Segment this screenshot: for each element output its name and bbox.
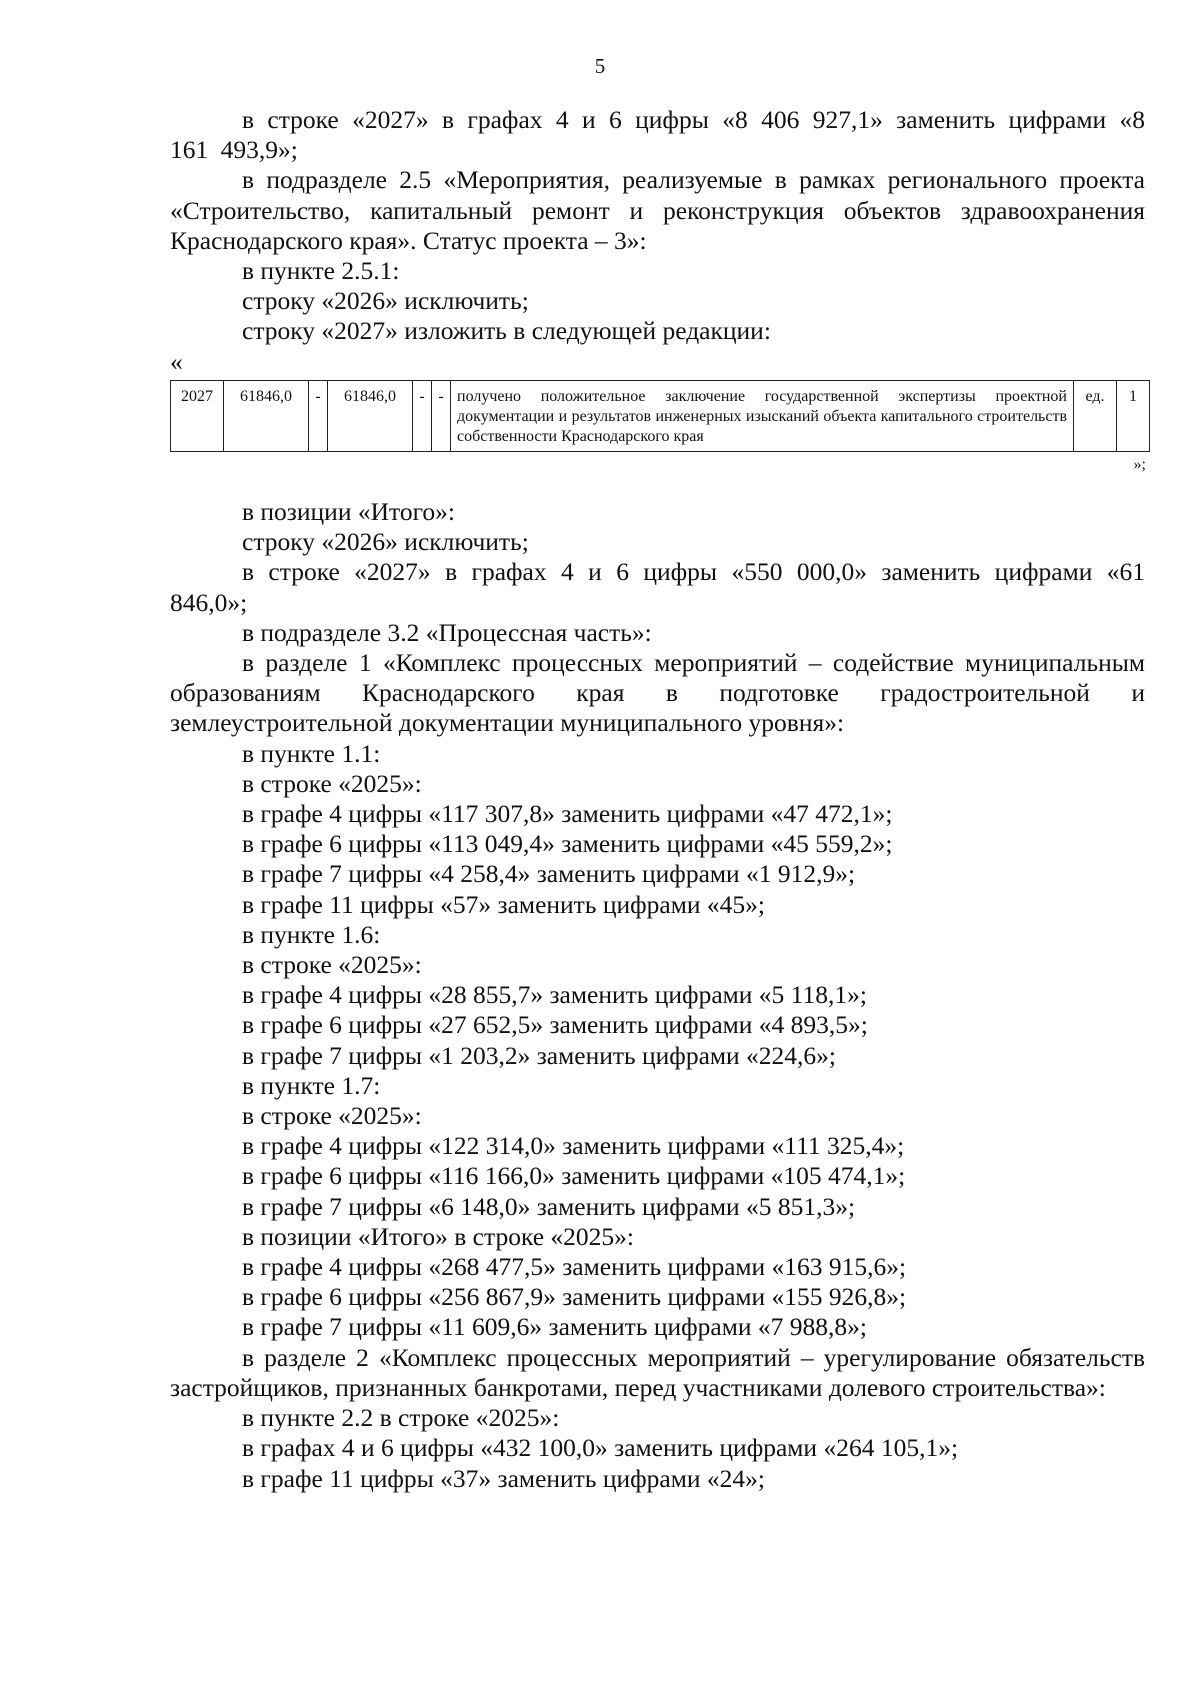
paragraph: в пункте 2.2 в строке «2025»:	[242, 1403, 560, 1433]
cell-col3: -	[309, 381, 328, 452]
paragraph: в позиции «Итого» в строке «2025»:	[242, 1221, 634, 1251]
paragraph: в графе 7 цифры «11 609,6» заменить цифрами «7 988,8»;	[242, 1312, 867, 1342]
paragraph: в графах 4 и 6 цифры «432 100,0» заменить цифрами «264 105,1»;	[242, 1433, 959, 1463]
paragraph: в графе 7 цифры «6 148,0» заменить цифрами «5 851,3»;	[242, 1191, 856, 1221]
paragraph: в строке «2027» в графах 4 и 6 цифры «8 406 927,1» заменить цифрами «8 161 493,9»;	[170, 105, 1145, 165]
paragraph: строку «2027» изложить в следующей редакции:	[242, 316, 771, 346]
paragraph: в графе 7 цифры «4 258,4» заменить цифрами «1 912,9»;	[242, 859, 856, 889]
quote-close-mark: »;	[1133, 456, 1146, 473]
paragraph: в пункте 1.1:	[242, 738, 381, 768]
paragraph: в графе 7 цифры «1 203,2» заменить цифрами «224,6»;	[242, 1040, 837, 1070]
paragraph: в подразделе 3.2 «Процессная часть»:	[242, 617, 652, 647]
paragraph: в пункте 2.5.1:	[242, 256, 400, 286]
paragraph: в графе 6 цифры «256 867,9» заменить цифрами «155 926,8»;	[242, 1282, 907, 1312]
paragraph: в графе 6 цифры «116 166,0» заменить цифрами «105 474,1»;	[242, 1161, 906, 1191]
paragraph: в графе 11 цифры «57» заменить цифрами «45»;	[242, 889, 765, 919]
cell-col5: -	[413, 381, 432, 452]
cell-col6: -	[432, 381, 451, 452]
paragraph: строку «2026» исключить;	[242, 527, 529, 557]
paragraph: в позиции «Итого»:	[242, 497, 455, 526]
amendment-table-block	[170, 380, 1150, 478]
paragraph: в графе 4 цифры «117 307,8» заменить цифрами «47 472,1»;	[242, 799, 893, 829]
paragraph: строку «2026» исключить;	[242, 286, 529, 316]
paragraph: в пункте 1.6:	[242, 919, 381, 949]
paragraph: в строке «2025»:	[242, 768, 422, 798]
paragraph: в разделе 1 «Комплекс процессных мероприятий – содействие муниципальным образованиям Краснодарского края в подготовке градостроительной и землеустроительной документации муниципального уровня»:	[170, 648, 1145, 738]
paragraph: в подразделе 2.5 «Мероприятия, реализуемые в рамках регионального проекта «Строительство, капитальный ремонт и реконструкция объектов здравоохранения Краснодарского края». Статус проекта – 3»:	[170, 165, 1145, 255]
paragraph: в графе 4 цифры «28 855,7» заменить цифрами «5 118,1»;	[242, 980, 867, 1010]
cell-col4: 61846,0	[328, 381, 413, 452]
paragraph: в разделе 2 «Комплекс процессных мероприятий – урегулирование обязательств застройщиков, признанных банкротами, перед участниками долевого строительства»:	[170, 1342, 1145, 1402]
cell-year: 2027	[171, 381, 224, 452]
table-row	[171, 381, 1150, 452]
cell-description: получено положительное заключение государственной экспертизы проектной документации и результатов инженерных изысканий объекта капитального строительств собственности Краснодарского края	[451, 381, 1074, 452]
paragraph: в графе 11 цифры «37» заменить цифрами «24»;	[242, 1463, 765, 1493]
cell-value: 1	[1117, 381, 1150, 452]
cell-total: 61846,0	[224, 381, 309, 452]
paragraph: в пункте 1.7:	[242, 1070, 381, 1100]
page-number: 5	[594, 54, 606, 78]
paragraph: в графе 4 цифры «268 477,5» заменить цифрами «163 915,6»;	[242, 1252, 907, 1282]
document-body-lower	[170, 497, 1145, 1494]
paragraph: в графе 4 цифры «122 314,0» заменить цифрами «111 325,4»;	[242, 1131, 905, 1161]
quote-open-mark: «	[170, 346, 183, 376]
paragraph: в графе 6 цифры «27 652,5» заменить цифрами «4 893,5»;	[242, 1010, 868, 1040]
paragraph: в строке «2025»:	[242, 950, 422, 980]
document-body-top	[170, 105, 1145, 375]
paragraph: в строке «2027» в графах 4 и 6 цифры «550 000,0» заменить цифрами «61 846,0»;	[170, 557, 1145, 617]
cell-unit: ед.	[1074, 381, 1117, 452]
paragraph: в графе 6 цифры «113 049,4» заменить цифрами «45 559,2»;	[242, 829, 893, 859]
paragraph: в строке «2025»:	[242, 1101, 422, 1131]
amendment-table	[170, 380, 1150, 452]
